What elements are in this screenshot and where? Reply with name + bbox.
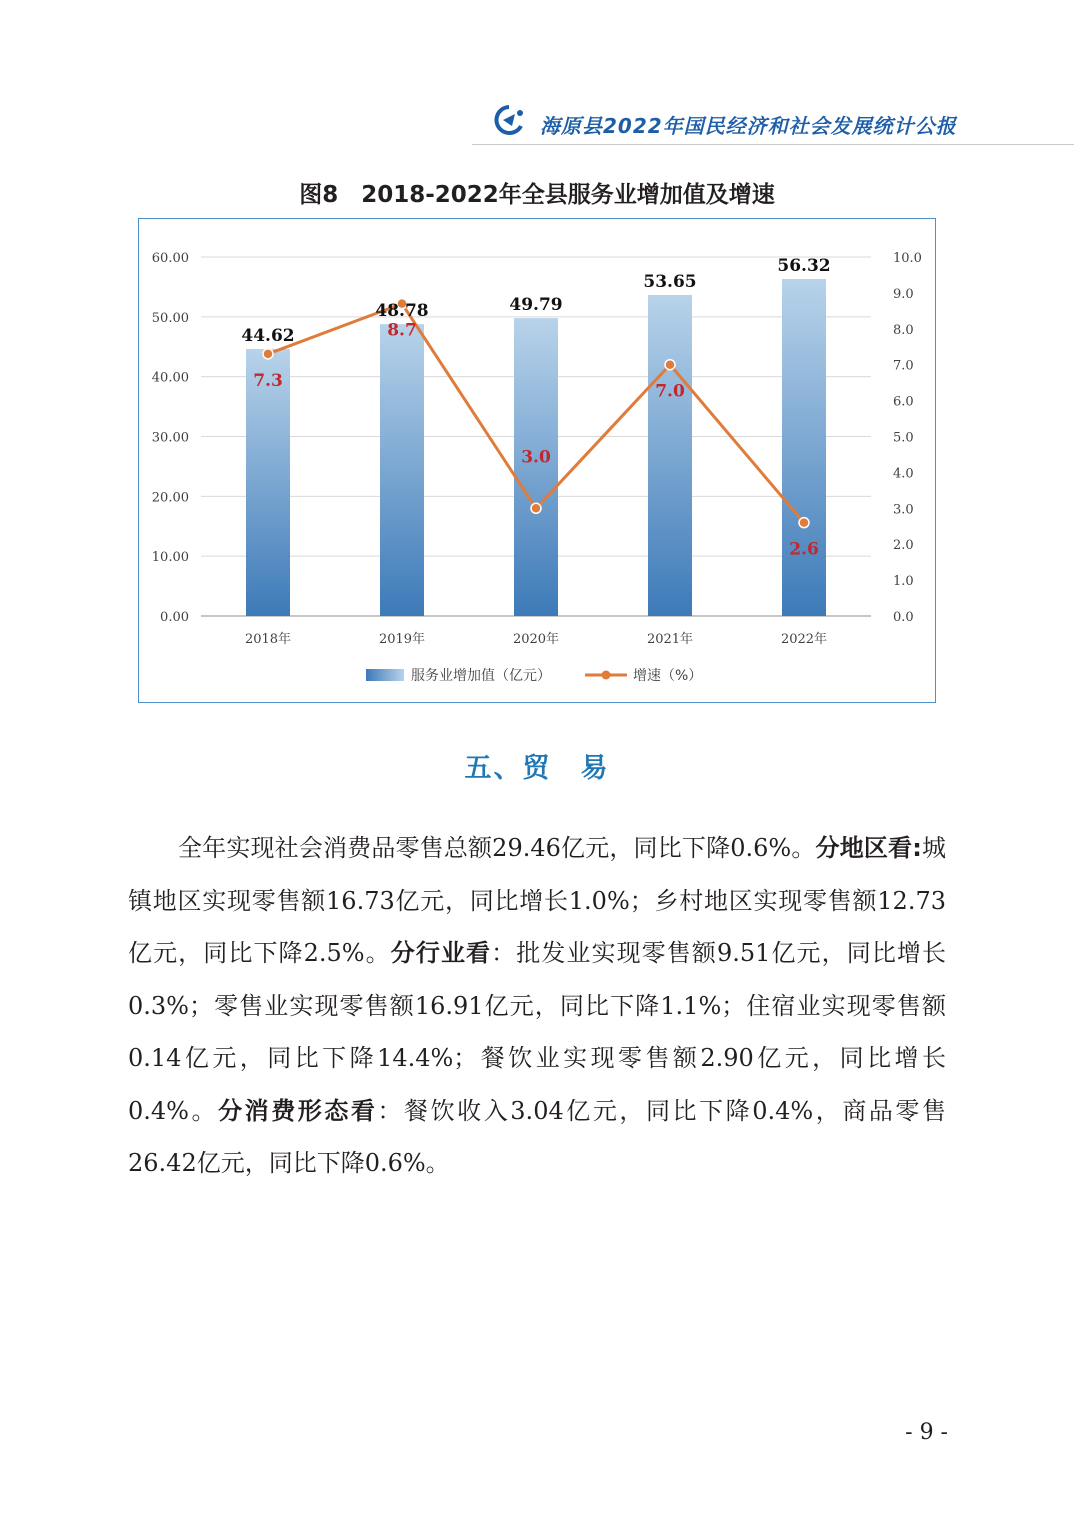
paragraph-sentence-2: 城镇地区实现零售额16.73亿元，同比增长1.0%；乡村地区实现零售额12.73亿元，同比下降2.5%。 (128, 834, 946, 967)
paragraph-subhead-region: 分地区看: (815, 834, 922, 862)
growth-rate-label: 3.0 (521, 447, 551, 468)
x-tick-label: 2019年 (378, 632, 426, 647)
right-y-tick-label: 1.0 (893, 574, 914, 590)
growth-rate-point (531, 503, 541, 513)
bar-2019年 (380, 324, 424, 616)
growth-rate-point (799, 518, 809, 528)
growth-rate-label: 7.0 (655, 381, 685, 402)
left-y-tick-label: 50.00 (151, 310, 189, 326)
paragraph-subhead-industry: 分行业看 (390, 939, 492, 967)
left-y-tick-label: 10.00 (151, 550, 189, 566)
bar-2021年 (648, 295, 692, 616)
right-y-tick-label: 3.0 (893, 502, 914, 518)
report-logo-icon (490, 104, 528, 136)
growth-rate-label: 7.3 (253, 370, 283, 391)
left-y-tick-label: 40.00 (151, 370, 189, 386)
left-y-tick-label: 0.00 (160, 610, 189, 625)
legend-bar-swatch (366, 669, 404, 681)
bar-value-label: 49.79 (509, 295, 563, 316)
right-y-tick-label: 9.0 (893, 286, 914, 302)
right-y-tick-label: 5.0 (893, 430, 914, 446)
growth-rate-label: 2.6 (789, 539, 819, 560)
trade-paragraph (128, 822, 946, 1190)
bar-value-label: 56.32 (777, 256, 831, 277)
right-y-tick-label: 6.0 (893, 394, 914, 410)
page-number: - 9 - (905, 1420, 948, 1445)
x-tick-label: 2021年 (646, 632, 694, 647)
left-y-tick-label: 20.00 (151, 490, 189, 506)
paragraph-sentence-1: 全年实现社会消费品零售总额29.46亿元，同比下降0.6%。 (178, 834, 816, 862)
growth-rate-point (665, 360, 675, 370)
bar-value-label: 44.62 (241, 326, 295, 347)
figure-title: 图8 2018-2022年全县服务业增加值及增速 (299, 182, 775, 208)
right-y-tick-label: 2.0 (893, 538, 914, 554)
paragraph-subhead-consumption: 分消费形态看 (218, 1096, 378, 1125)
bar-value-label: 48.78 (375, 301, 429, 322)
left-y-tick-label: 60.00 (151, 251, 189, 266)
right-y-tick-label: 7.0 (893, 358, 914, 374)
growth-rate-label: 8.7 (387, 320, 417, 341)
right-y-tick-label: 8.0 (893, 322, 914, 338)
paragraph-sentence-4: ：餐饮收入3.04亿元，同比下降0.4%，商品零售26.42亿元，同比下降0.6%。 (128, 1096, 946, 1177)
left-y-tick-label: 30.00 (151, 430, 189, 446)
right-y-tick-label: 4.0 (893, 466, 914, 482)
chart-frame (138, 218, 936, 703)
section-heading: 五、贸 易 (464, 753, 610, 784)
header-title: 海原县2022年国民经济和社会发展统计公报 (540, 114, 957, 138)
x-tick-label: 2022年 (780, 632, 828, 647)
paragraph-sentence-3: ：批发业实现零售额9.51亿元，同比增长0.3%；零售业实现零售额16.91亿元，同比下降1.1%；住宿业实现零售额0.14亿元，同比下降14.4%；餐饮业实现零售额2.90亿元，同比增长0.4%。 (128, 939, 946, 1125)
bar-value-label: 53.65 (643, 271, 697, 292)
x-tick-label: 2018年 (244, 632, 292, 647)
legend-bar-label: 服务业增加值（亿元） (411, 668, 551, 684)
right-y-tick-label: 0.0 (893, 610, 914, 625)
bar-2022年 (782, 279, 826, 616)
page-header (472, 100, 1074, 145)
legend-line-label: 增速（%） (633, 668, 703, 684)
x-tick-label: 2020年 (512, 632, 560, 647)
legend-line-marker (602, 671, 611, 680)
growth-rate-point (263, 349, 273, 359)
service-industry-chart (139, 219, 934, 701)
right-y-tick-label: 10.0 (893, 251, 922, 266)
